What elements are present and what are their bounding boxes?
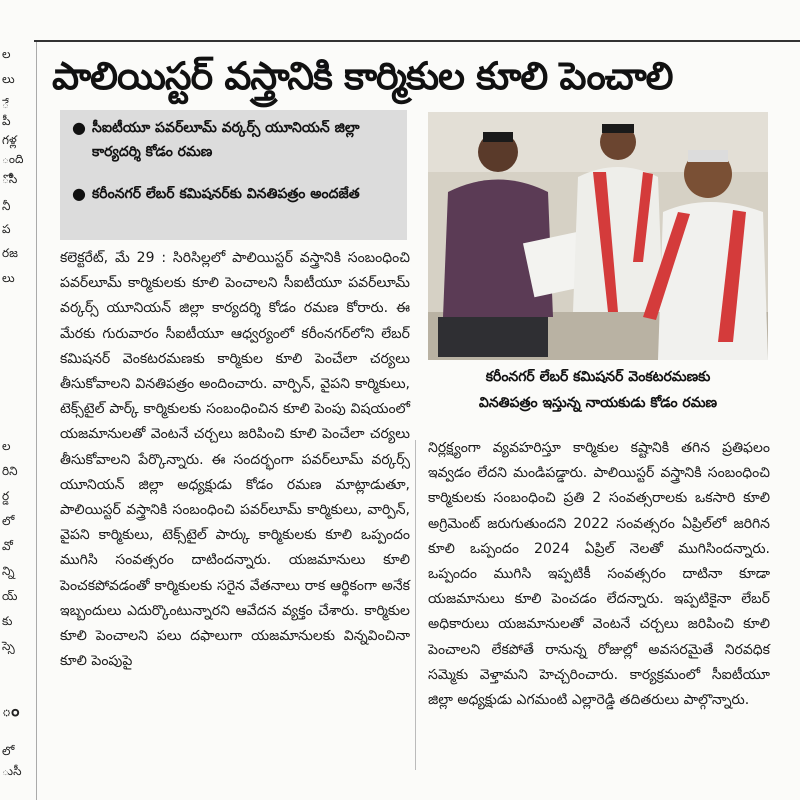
fragment: గళ్ల [2,133,17,147]
article-body-left [60,246,410,766]
subheading-text: సీఐటీయూ పవర్‌లూమ్ వర్కర్స్ యూనియన్ జిల్లా కార్యదర్శి కోడం రమణ [92,120,360,160]
fragment: పీ [2,114,11,128]
fragment: ంది [2,152,24,166]
article-paragraph: నిర్లక్ష్యంగా వ్యవహరిస్తూ కార్మికుల కష్టానికి తగిన ప్రతిఫలం ఇవ్వడం లేదని మండిపడ్డారు. పాలియిస్టర్ వస్త్రానికి సంబంధించి కార్మికులకు సంబంధించి ప్రతి 2 సంవత్సరాలకు ఒకసారి కూలి అగ్రిమెంట్ జరుగుతుందని 2022 సంవత్సరం ఏప్రిల్‌లో జరిగిన కూలి ఒప్పందం 2024 ఏప్రిల్ నెలతో ముగిసిందన్నారు. ఒప్పందం ముగిసి ఇప్పటికీ సంవత్సరం దాటినా కూడా యజమానులు కూలి పెంచడం లేదన్నారు. ఇప్పటికైనా లేబర్ అధికారులు యజమానులతో వెంటనే చర్చలు జరిపించి కూలి పెంచాలని లేకపోతే రానున్న రోజుల్లో అవసరమైతే నిరవధిక సమ్మెకు వెళ్తామని హెచ్చరించారు. కార్యక్రమంలో సీఐటీయూ జిల్లా అధ్యక్షుడు ఎగమంటి ఎల్లారెడ్డి తదితరులు పాల్గొన్నారు. [428,440,770,709]
fragment: స్సె [2,639,15,653]
fragment: ుసీ [2,764,22,778]
fragment: లు [2,271,15,285]
fragment: ల [2,47,11,61]
fragment: కు [2,614,13,628]
fragment: నీ [2,199,11,213]
fragment: ల [2,439,11,453]
bullet-icon: ● [72,118,86,137]
subheading-text: కరీంనగర్ లేబర్ కమిషనర్‌కు వినతిపత్రం అందజేత [92,186,360,202]
fragment: ప [2,222,11,236]
fragment: న్ని [2,564,15,578]
fragment: లో [2,514,15,528]
column-divider [415,440,416,770]
photo-illustration [428,112,768,360]
fragment: రజ [2,246,18,260]
subheading-box [60,110,407,240]
left-column-separator [36,42,37,800]
top-rule [34,40,800,42]
caption-line: వినతిపత్రం ఇస్తున్న నాయకుడు కోడం రమణ [478,395,718,411]
fragment: రిని [2,464,18,478]
fragment: వో [2,539,13,553]
headline: పాలియిస్టర్ వస్త్రానికి కార్మికుల కూలి పెంచాలి [52,54,673,98]
fragment: ే [2,97,9,111]
fragment: ర్డ [2,489,10,503]
article-body-right [428,436,770,776]
fragment: లు [2,72,15,86]
adjacent-column-fragments [0,40,34,800]
fragment: ం [2,701,20,720]
fragment: లో [2,744,15,758]
caption-line: కరీంనగర్ లేబర్ కమిషనర్ వెంకటరమణకు [485,369,711,385]
bullet-icon: ● [72,184,86,203]
news-photo [428,112,768,360]
fragment: ోసి [2,172,18,186]
article-paragraph: కలెక్టరేట్, మే 29 : సిరిసిల్లలో పాలియిస్టర్ వస్త్రానికి సంబంధించి పవర్‌లూమ్ కార్మికులకు కూలి పెంచాలని సీఐటీయూ పవర్‌లూమ్ వర్కర్స్ యూనియన్ జిల్లా కార్యదర్శి కోడం రమణ కోరారు. ఈ మేరకు గురువారం సీఐటీయూ ఆధ్వర్యంలో కరీంనగర్‌లోని లేబర్ కమిషనర్ వెంకటరమణకు కార్మికుల కూలి పెంచేలా చర్యలు తీసుకోవాలని వినతిపత్రం అందించారు. వార్పిన్, వైపని కార్మికులు, టెక్స్‌టైల్ పార్క్ కార్మికులకు సంబంధించిన కూలి పెంపు విషయంలో యజమానులతో వెంటనే చర్చలు జరిపించి కూలి పెంచేలా చర్యలు తీసుకోవాలని పేర్కొన్నారు. ఈ సందర్భంగా పవర్‌లూమ్ వర్కర్స్ యూనియన్ జిల్లా అధ్యక్షుడు కోడం రమణ మాట్లాడుతూ, పాలియిస్టర్ వస్త్రానికి సంబంధించి పవర్‌లూమ్ కార్మికులు, వార్పిన్, వైపని కార్మికులు, టెక్స్‌టైల్ పార్కు కార్మికులకు కూలి ఒప్పందం ముగిసి సంవత్సరం దాటిందన్నారు. యజమానులు కూలి పెంచకపోవడంతో కార్మికులకు సరైన వేతనాలు రాక ఆర్థికంగా అనేక ఇబ్బందులు ఎదుర్కొంటున్నారని ఆవేదన వ్యక్తం చేశారు. కార్మికుల కూలి పెంచాలని పలు దఫాలుగా యజమానులకు విన్నవించినా కూలి పెంపుపై [60,250,410,670]
fragment: య్ [2,589,18,603]
photo-caption [428,364,768,424]
